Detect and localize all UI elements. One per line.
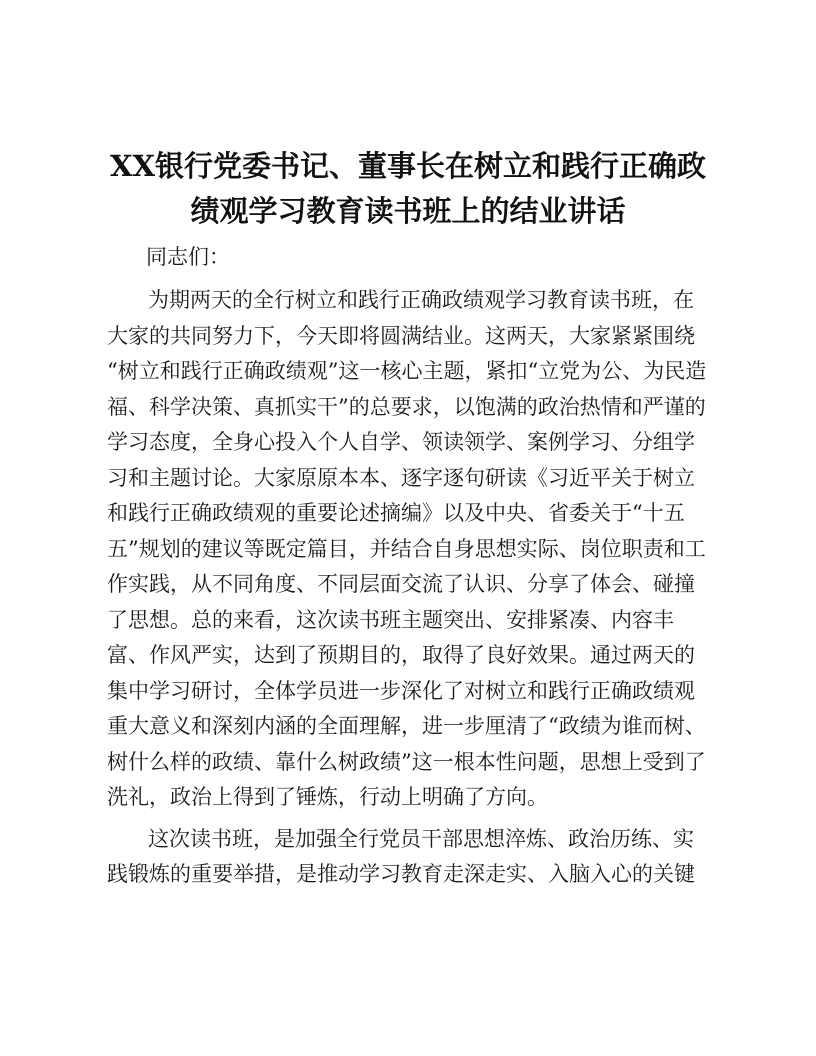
body-line: 富、作风严实，达到了预期目的，取得了良好效果。通过两天的 [107, 643, 695, 667]
body-line: “树立和践行正确政绩观”这一核心主题，紧扣“立党为公、为民造 [107, 359, 707, 383]
body-line: 学习态度，全身心投入个人自学、领读领学、案例学习、分组学 [107, 430, 695, 454]
title-line-1: XX银行党委书记、董事长在树立和践行正确政 [109, 149, 706, 183]
body-line: 集中学习研讨，全体学员进一步深化了对树立和践行正确政绩观 [107, 678, 695, 703]
body-line: 习和主题讨论。大家原原本本、逐字逐句研读《习近平关于树立 [107, 465, 695, 490]
document-title [100, 144, 716, 234]
body-line: 践锻炼的重要举措，是推动学习教育走深走实、入脑入心的关键 [107, 862, 695, 886]
salutation: 同志们： [146, 245, 230, 269]
body-line: 和践行正确政绩观的重要论述摘编》以及中央、省委关于“十五 [107, 501, 685, 525]
body-line: 作实践，从不同角度、不同层面交流了认识、分享了体会、碰撞 [107, 572, 695, 596]
body-line: 洗礼，政治上得到了锤炼，行动上明确了方向。 [107, 785, 548, 809]
body-line: 这次读书班，是加强全行党员干部思想淬炼、政治历练、实 [148, 826, 694, 851]
body-line: 树什么样的政绩、靠什么树政绩”这一根本性问题，思想上受到了 [107, 749, 706, 774]
body-line: 了思想。总的来看，这次读书班主题突出、安排紧凑、内容丰 [107, 607, 674, 632]
title-line-2: 绩观学习教育读书班上的结业讲话 [190, 194, 626, 228]
body-line: 大家的共同努力下，今天即将圆满结业。这两天，大家紧紧围绕 [107, 323, 695, 348]
body-line: 重大意义和深刻内涵的全面理解，进一步厘清了“政绩为谁而树、 [107, 714, 706, 738]
body-line: 为期两天的全行树立和践行正确政绩观学习教育读书班，在 [148, 288, 694, 312]
body-line: 五”规划的建议等既定篇目，并结合自身思想实际、岗位职责和工 [107, 536, 706, 561]
document-body [107, 283, 717, 893]
body-line: 福、科学决策、真抓实干”的总要求，以饱满的政治热情和严谨的 [107, 394, 706, 419]
